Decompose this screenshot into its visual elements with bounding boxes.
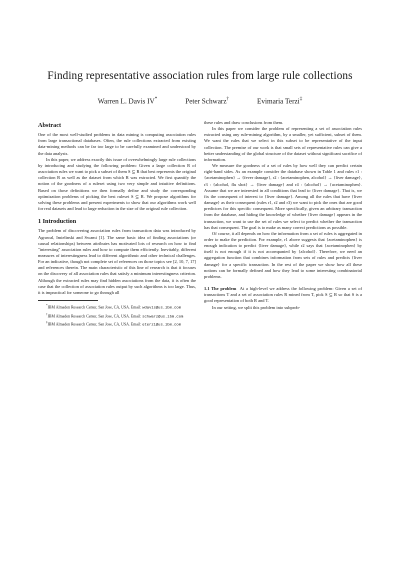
email-link[interactable]: eterzi@us.ibm.com xyxy=(142,323,181,328)
author: Warren L. Davis IV* xyxy=(97,97,158,106)
body-paragraph: We measure the goodness of a set of rules by how well they can predict certain right-hand sides. As an example consider the database shown in Table 1 and rules r1 : {acetaminophen} → {fever damage}, r2 : {acetaminophen, alcohol} → {liver damage}, r3 : {alcohol, flu shot} → {liver damage} and r4 : {alcohol} → {acetaminophen}. Assume that we are interested in all conditions that lead to {liver damage}. That is, we fix the consequent of interest to {liver damage}. Among all the rules that have {liver damage} as their consequent (rules r1, r2 and r3) we want to pick the ones that are good predictors for this specific consequent. More specifically, given an arbitrary transaction from the database, and hiding the knowledge of whether {liver damage} appears in the transaction, we want to use the set of rules we select to predict whether the transaction has that consequent. The goal is to make as many correct predictions as possible. xyxy=(204,163,362,230)
footnote: *IBM Almaden Research Center, San Jose, CA, USA. Email: wdavis@us.ibm.com xyxy=(46,303,181,311)
section-heading: 1 Introduction xyxy=(38,218,77,226)
body-paragraph: In this paper we consider the problem of representing a set of association rules extracted using any rule-mining algorithm, by a smaller, yet sufficient, subset of them. We want the rules that we select in this subset to be representative of the input collection. The premise of our work is that small sets of representative rules can give a better understanding of the global structure of the dataset without significant sacrifice of information. xyxy=(204,126,362,162)
body-paragraph: In our setting, we split this problem into subprob- xyxy=(212,304,301,310)
subsection-paragraph: 1.1 The problem At a high-level we address the following problem: Given a set of transactions T and a set of association rules R mined from T, pick S ⊆ R so that S is a good representation of both R and T. xyxy=(204,286,362,304)
right-column xyxy=(204,120,362,311)
abstract-paragraph: One of the most well-studied problems in data mining is computing association rules from large transactional databases. Often, the rule collections extracted from existing data-mining methods can be far too large to be carefully examined and understood by the data analysts. xyxy=(38,132,196,156)
email-link[interactable]: wdavis@us.ibm.com xyxy=(142,306,181,311)
subsection-heading: 1.1 The problem xyxy=(204,286,237,292)
paper-title: Finding representative association rules from large rule collections xyxy=(47,70,353,82)
abstract-heading: Abstract xyxy=(38,122,62,129)
abstract-paragraph: In this paper, we address exactly this issue of overwhelmingly large rule collections by introducing and studying the following problem: Given a large collection R of association rules we want to pick a subset of them S ⊆ R that best represents the original collection R as well as the dataset from which R was extracted. We first quantify the notion of the goodness of a ruleset using two very simple and intuitive definitions. Based on those definitions we then formally define and study the corresponding optimization problems of picking the best ruleset S ⊆ R. We propose algorithms for solving these problems and present experiments to show that our algorithms work well for real datasets and lead to large reduction in the size of the original rule collection. xyxy=(38,156,196,212)
author-list xyxy=(40,97,360,105)
author: Peter Schwarz† xyxy=(185,97,230,106)
email-link[interactable]: schwarz@us.ibm.com xyxy=(142,314,184,319)
body-paragraph: Of course, it all depends on how the information from a set of rules is aggregated in order to make the prediction. For example, r1 above suggests that {acetaminophen} is enough indication to predict {liver damage}, while r2 says that {acetaminophen} by itself is not enough if it is not accompanied by {alcohol}. Therefore, we need an aggregation function that combines information from sets of rules and predicts {liver damage} for a specific transaction. In the rest of the paper we show how all these notions can be formally defined and how they lead to some interesting combinatorial problems. xyxy=(204,230,362,279)
intro-paragraph: The problem of discovering association rules from transaction data was introduced by Agrawal, Imielinski and Swami [1]. The same basic idea of finding associations (or causal relationships) between attributes has motivated lots of research on how to find "interesting" association rules and how to compute them efficiently. Inevitably, different measures of interestingness lead to different algorithmic and other technical challenges. For an indicative, though not complete set of references on those topics see [2, 10, 7, 17] and references therein. The main characteristic of this line of research is that it focuses on the discovery of all association rules that satisfy a minimum interestingness criterion. Although the extracted rules may find hidden associations from the data, it is often the case that the collection of association rules output by such algorithms is too large. Thus, it is impractical for someone to go through all xyxy=(38,228,196,295)
footnote: ‡IBM Almaden Research Center, San Jose, CA, USA. Email: eterzi@us.ibm.com xyxy=(46,320,181,328)
footnote: †IBM Almaden Research Center, San Jose, CA, USA. Email: schwarz@us.ibm.com xyxy=(46,311,184,319)
left-column xyxy=(38,120,196,329)
author: Evimaria Terzi‡ xyxy=(257,97,303,106)
body-paragraph: these rules and draw conclusions from them. xyxy=(204,120,284,125)
